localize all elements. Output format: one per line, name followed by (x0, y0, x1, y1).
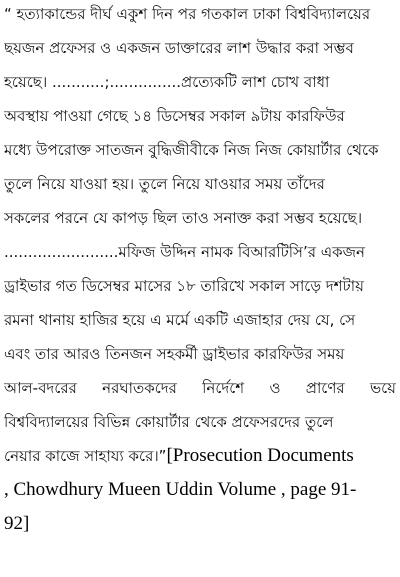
text-fragment: নেয়ার কাজে সাহায্য করে।” (4, 447, 167, 465)
text-line: “ হত্যাকান্ডের দীর্ঘ একুশ দিন পর গতকাল ঢাকা বিশ্ববিদ্যালয়ের (4, 5, 371, 23)
document-page (4, 0, 396, 577)
line-word: প্রাণের (305, 379, 345, 397)
citation-line: 92] (4, 513, 30, 534)
text-line: এবং তার আরও তিনজন সহকর্মী ড্রাইভার কারফিউর সময় (4, 345, 345, 363)
text-line: বিশ্ববিদ্যালয়ের বিভিন্ন কোয়ার্টার থেকে প্রফেসরদের তুলে (4, 413, 334, 431)
text-line: সকলের পরনে যে কাপড় ছিল তাও সনাক্ত করা সম্ভব হয়েছে। (4, 209, 363, 227)
text-line (4, 444, 396, 468)
text-line: ........................মফিজ উদ্দিন নামক বিআরটিসি’র একজন (4, 243, 366, 261)
text-line: হয়েছে। ...........;...............প্রত্যেকটি লাশ চোখ বাধা (4, 73, 330, 91)
line-word: নরঘাতকদের (102, 379, 177, 397)
line-word: নির্দেশে (202, 379, 245, 397)
text-line: মধ্যে উপরোক্ত সাতজন বুদ্ধিজীবীকে নিজ নিজ কোয়ার্টার থেকে (4, 141, 379, 159)
citation-start: [Prosecution Documents (166, 445, 354, 466)
text-line: রমনা থানায় হাজির হয়ে এ মর্মে একটি এজাহার দেয় যে, সে (4, 311, 356, 329)
text-line: ড্রাইভার গত ডিসেম্বর মাসের ১৮ তারিখে সকাল সাড়ে দশটায় (4, 277, 364, 295)
text-line: ছয়জন প্রফেসর ও একজন ডাক্তারের লাশ উদ্ধার করা সম্ভব (4, 39, 354, 57)
line-word: আল-বদরের (4, 379, 77, 397)
text-line: অবস্থায় পাওয়া গেছে ১৪ ডিসেম্বর সকাল ৯টায় কারফিউর (4, 107, 345, 125)
justified-line (4, 376, 396, 400)
citation-line: , Chowdhury Mueen Uddin Volume , page 91- (4, 479, 357, 500)
line-word: ভয়ে (369, 379, 396, 397)
line-word: ও (269, 379, 281, 397)
text-line: তুলে নিয়ে যাওয়া হয়। তুলে নিয়ে যাওয়ার সময় তাঁদের (4, 175, 325, 193)
